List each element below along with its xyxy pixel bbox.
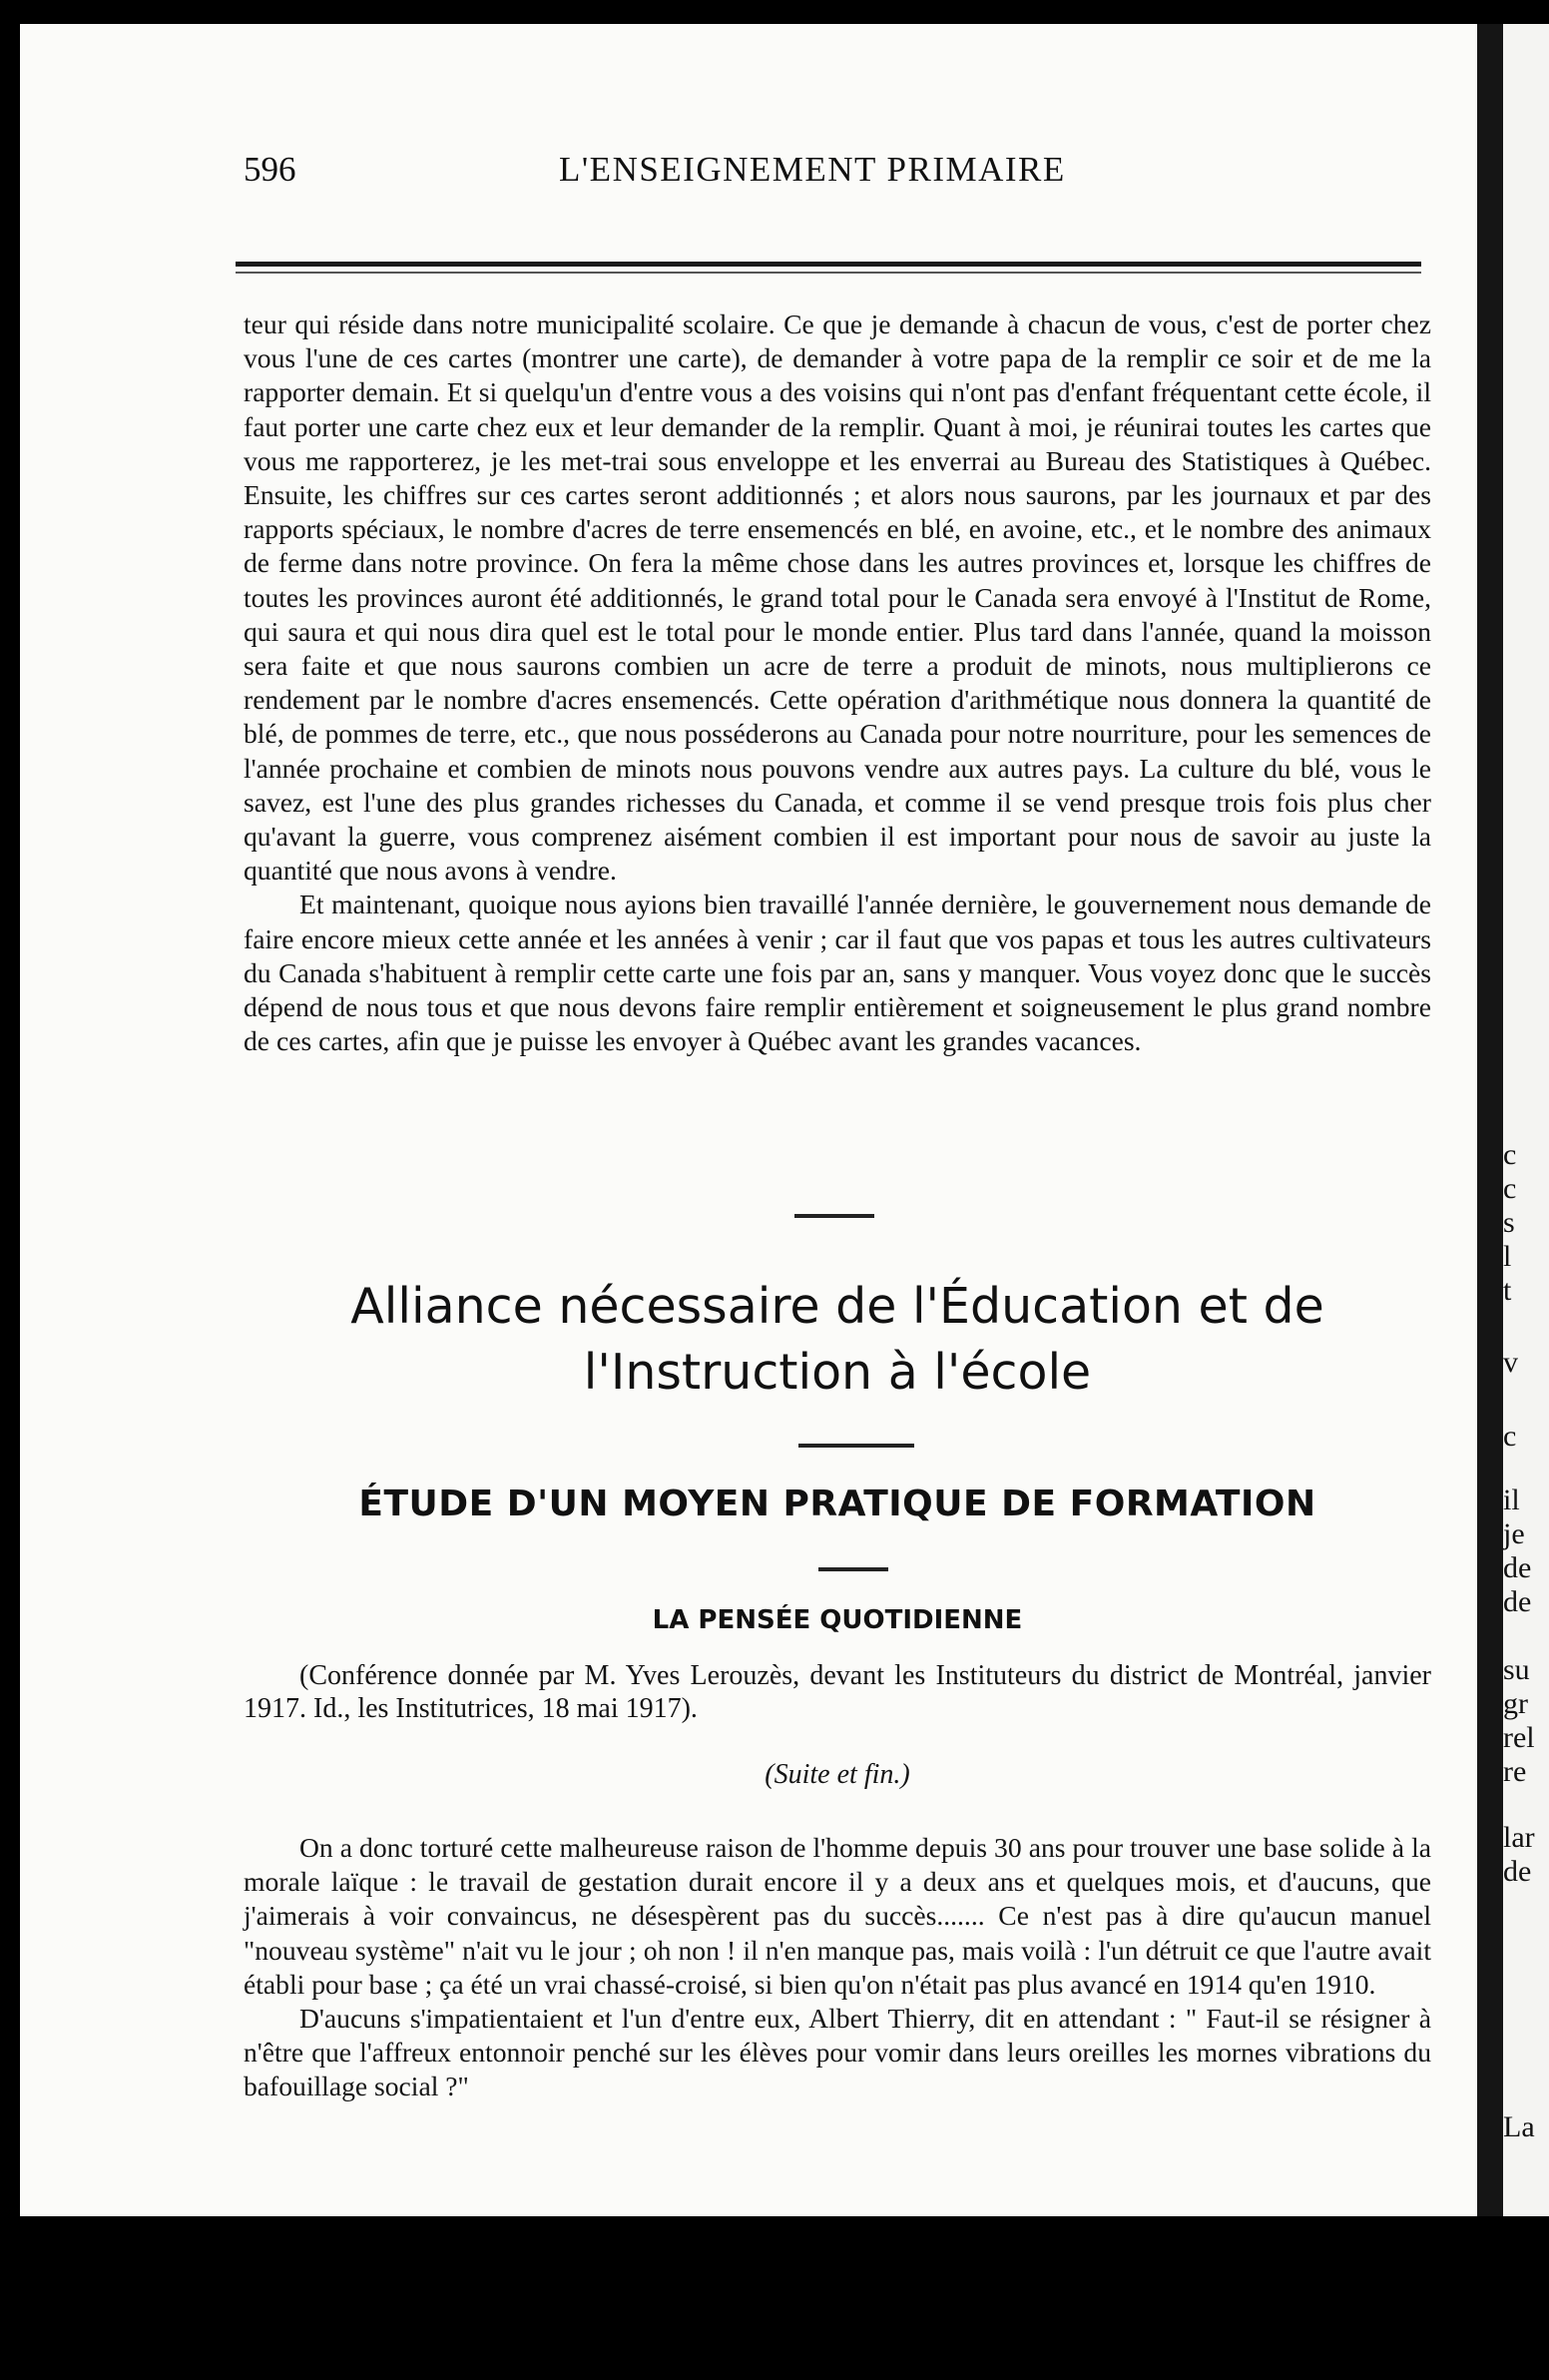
paragraph: Et maintenant, quoique nous ayions bien travaillé l'année dernière, le gouvernement nous demande de faire encore mieux cette année et les années à venir ; car il faut que vos papas et tous les autres cultivateurs du Canada s'habituent à remplir cette carte une fois par an, sans y manquer. Vous voyez donc que le succès dépend de nous tous et que nous devons faire remplir entièrement et soigneusement le plus grand nombre de ces cartes, afin que je puisse les envoyer à Québec avant les grandes vacances. [244, 889, 1431, 1057]
adjacent-fragment: gr [1503, 1687, 1528, 1720]
adjacent-fragment: La [1503, 2110, 1535, 2143]
adjacent-fragment: c [1503, 1420, 1517, 1453]
paragraph: teur qui réside dans notre municipalité scolaire. Ce que je demande à chacun de vous, c'est de porter chez vous l'une de ces cartes (montrer une carte), de demander à votre papa de la remplir ce soir et de me la rapporter demain. Et si quelqu'un d'entre vous a des voisins qui n'ont pas d'enfant fréquentant cette école, il faut porter une carte chez eux et leur demander de la remplir. Quant à moi, je réunirai toutes les cartes que vous me rapporterez, je les met-trai sous enveloppe et les enverrai au Bureau des Statistiques à Québec. Ensuite, les chiffres sur ces cartes seront additionnés ; et alors nous saurons, par les journaux et par des rapports spéciaux, le nombre d'acres de terre ensemencés en blé, en avoine, etc., et le nombre des animaux de ferme dans notre province. On fera la même chose dans les autres provinces et, lorsque les chiffres de toutes les provinces auront été additionnés, le grand total pour le Canada sera envoyé à l'Institut de Rome, qui saura et qui nous dira quel est le total pour le monde entier. Plus tard dans l'année, quand la moisson sera faite et que nous saurons combien un acre de terre a produit de minots, nous multiplierons ce rendement par le nombre d'acres ensemencés. Cette opération d'arithmétique nous donnera la quantité de blé, de pommes de terre, etc., que nous posséderons au Canada pour notre nourriture, pour les semences de l'année prochaine et combien de minots nous pouvons vendre aux autres pays. La culture du blé, vous le savez, est l'une des plus grandes richesses du Canada, et comme il se vend presque trois fois plus cher qu'avant la guerre, vous comprenez aisément combien il est important pour nous de savoir au juste la quantité que nous avons à vendre. [244, 308, 1431, 887]
adjacent-fragment: v [1503, 1346, 1518, 1379]
header-rule [236, 262, 1421, 267]
suite-note: (Suite et fin.) [765, 1759, 910, 1790]
adjacent-fragment: l [1503, 1240, 1512, 1273]
article-body [244, 1831, 1431, 2104]
paragraph: D'aucuns s'impatientaient et l'un d'entre eux, Albert Thierry, dit en attendant : " Faut-il se résigner à n'être que l'affreux entonnoir penché sur les élèves pour vomir dans leurs oreilles les mornes vibrations du bafouillage social ?" [244, 2003, 1431, 2102]
adjacent-fragment: il [1503, 1484, 1520, 1516]
page-header [244, 150, 1142, 200]
adjacent-fragment: c [1503, 1172, 1517, 1205]
article-title [244, 1274, 1431, 1406]
header-rule-thin [236, 272, 1421, 274]
section-heading: LA PENSÉE QUOTIDIENNE [652, 1605, 1023, 1635]
adjacent-fragment: lar [1503, 1821, 1535, 1854]
adjacent-fragment: c [1503, 1138, 1517, 1171]
section-divider [794, 1214, 874, 1218]
article-subtitle: ÉTUDE D'UN MOYEN PRATIQUE DE FORMATION [358, 1484, 1316, 1524]
paragraph: On a donc torturé cette malheureuse raison de l'homme depuis 30 ans pour trouver une base solide à la morale laïque : le travail de gestation durait encore il y a deux ans et quelques mois, et d'aucuns, que j'aimerais à voir convaincus, ne désespèrent pas du succès....... Ce n'est pas à dire qu'aucun manuel "nouveau système" n'ait vu le jour ; oh non ! il n'en manque pas, mais voilà : l'un détruit ce que l'autre avait établi pour base ; ça été un vrai chassé-croisé, si bien qu'on n'était pas plus avancé en 1914 qu'en 1910. [244, 1832, 1431, 2000]
continuation-text [244, 307, 1431, 1058]
adjacent-fragment: rel [1503, 1721, 1535, 1754]
running-title: L'ENSEIGNEMENT PRIMAIRE [559, 150, 1066, 189]
article-title-line: l'Instruction à l'école [583, 1344, 1092, 1401]
adjacent-fragment: de [1503, 1855, 1532, 1888]
subtitle-divider [818, 1567, 888, 1571]
page-gutter [1477, 24, 1503, 2216]
adjacent-fragment: t [1503, 1274, 1512, 1307]
adjacent-fragment: de [1503, 1551, 1532, 1584]
article-title-line: Alliance nécessaire de l'Éducation et de [350, 1278, 1324, 1335]
adjacent-fragment: je [1503, 1517, 1525, 1550]
title-divider [798, 1444, 914, 1448]
page-number: 596 [244, 150, 296, 189]
adjacent-fragment: re [1503, 1755, 1527, 1788]
adjacent-fragment: su [1503, 1653, 1530, 1686]
conference-note: (Conférence donnée par M. Yves Lerouzès, devant les Instituteurs du district de Montréal, janvier 1917. Id., les Institutrices, 18 mai 1917). [244, 1660, 1431, 1724]
adjacent-fragment: de [1503, 1585, 1532, 1618]
adjacent-fragment: s [1503, 1206, 1515, 1239]
adjacent-page [1503, 24, 1549, 2216]
